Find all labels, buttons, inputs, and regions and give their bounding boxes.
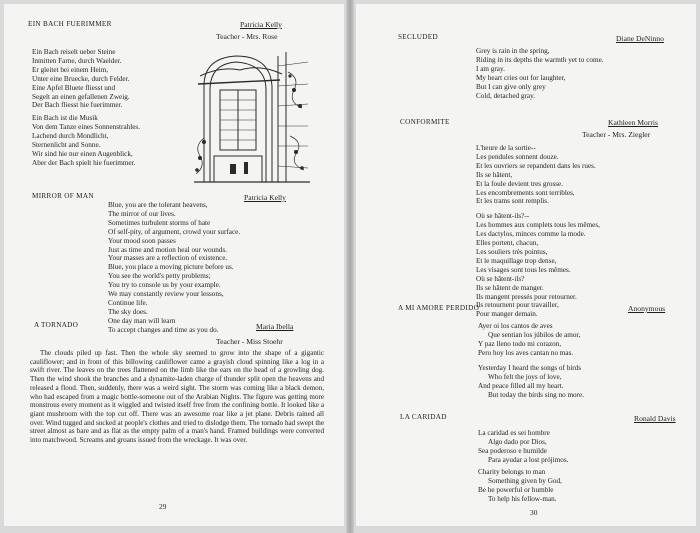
poem-line: Para ayudar a lost prójimos. [488,455,569,464]
bach-author: Patricia Kelly [240,20,282,29]
poem-line: Wir sind hie nur einen Augenblick, [32,149,133,158]
poem-line: Ein Bach reiselt ueber Steine [32,48,116,56]
poem-line: Où se hâtent-ils?-- [476,212,530,221]
poem-line: Les hommes aux complets tous les mêmes, [476,221,600,230]
poem-line: Les pendules sonnent douze. [476,152,559,161]
secluded-poem [476,47,604,100]
caridad-title: LA CARIDAD [400,413,447,421]
conformite-author: Kathleen Morris [608,118,658,127]
page-number: 30 [530,508,538,517]
poem-line: Les dactylos, minces comme la mode. [476,230,586,239]
amore-title: A MI AMORE PERDIDO [398,304,480,312]
poem-line: Où se hâtent-ils? [476,274,525,283]
poem-line: Charity belongs to man [478,468,546,476]
mirror-author: Patricia Kelly [244,193,286,202]
poem-line: Elles portent, chacun, [476,239,539,248]
poem-line: The mirror of our lives. [108,209,176,218]
poem-line: And peace filled all my heart. [478,381,564,390]
conformite-poem [476,144,600,319]
amore-spanish [478,322,580,358]
poem-line: Of self-pity, of argument, crowd your surface. [108,227,241,236]
poem-line: We may constantly review your lessons, [108,290,224,299]
poem-line: Les encombrements sont terribles, [476,188,575,197]
story-paragraph: The clouds piled up fast. Then the whole sky seemed to grow into the shape of a gigantic cauliflower; and in front of this billowing cauliflower came a grayish cloud spinning like a log in a swift river. The leaves on the trees flattened on the limb like the ears on the head of a growling dog. Then the wind shook the branches and a dynamite-laden charge of thunder split open the heavens and released a flood. Then, suddenly, there was a weird sight. The storm was coming like a black demon, who had escaped from a magic bottle-someone out of the Arabian Nights. The figure was getting more monstrous every moment as it wiggled and twisted itself free from the confining bottle. It looked like a giant mushroom with the top cut off. There was an awesome roar like a jet plane. Debris rained all over. Wind tugged and sucked at people's clothes and tried to dislodge them. The tornado had swept the street almost as bare and as flat as the empty palm of a man's hand. Framed buildings were converted into matchwood. Screams and groans issued from the wreckage. It was over. [30,349,324,445]
amore-author: Anonymous [628,304,666,313]
poem-line: Ils retournent pour travailler, [476,301,559,310]
caridad-spanish [478,429,568,465]
bach-teacher: Teacher - Mrs. Rose [216,32,278,41]
poem-line: Pour manger demain. [476,310,538,319]
conformite-teacher: Teacher - Mrs. Ziegler [582,130,651,139]
poem-line: Von dem Tanze eines Sonnenstrahles. [32,122,141,131]
bach-stanza-1 [32,48,130,110]
poem-line: Just as time and motion heal our wounds. [108,245,227,254]
caridad-author: Ronald Davis [634,414,676,423]
poem-line: Cold, detached gray. [476,91,536,100]
poem-line: Lachend durch Mondlicht, [32,131,109,140]
secluded-author: Diane DeNinno [616,34,664,43]
poem-line: To accept changes and time as you do. [108,325,219,334]
poem-line: You see the world's petty problems; [108,272,211,281]
poem-line: Segelt an einen gefallenen Zweig. [32,92,130,101]
poem-line: Inmitten Farne, durch Waelder. [32,56,122,65]
poem-line: My heart cries out for laughter, [476,73,566,82]
bach-title: EIN BACH FUERIMMER [28,20,112,28]
bach-stanza-2 [32,114,140,167]
poem-line: Pero hoy los aves cantan no mas. [478,348,574,357]
poem-line: Continue life. [108,298,148,307]
tornado-story [30,349,324,445]
poem-line: Et les trams sont remplis. [476,197,549,206]
conformite-title: CONFORMITE [400,118,450,126]
page-29 [4,4,344,526]
poem-line: Er gleitet bei einem Heim, [32,65,109,74]
poem-line: Et le maquillage trop dense, [476,256,557,265]
poem-line: Be he powerful or humble [478,485,554,494]
poem-line: Les visages sont tous les mêmes. [476,265,571,274]
poem-line: Grey is rain in the spring, [476,47,550,55]
archway-drawing [190,46,314,186]
poem-line: You try to console us by your example. [108,281,221,290]
poem-line: Eine Apfel Bluete fliesst und [32,83,116,92]
poem-line: Blue, you are the tolerant heavens, [108,201,208,209]
poem-line: Aber der Bach spielt hie fuerimmer. [32,158,136,167]
poem-line: Ayer oi los cantos de aves [478,322,553,330]
poem-line: I am gray. [476,64,505,73]
caridad-english [478,468,562,504]
poem-line: Blue, you place a moving picture before us. [108,263,234,272]
tornado-author: Maria Ibella [256,322,294,331]
book-gutter [346,0,354,533]
poem-line: Algo dado por Dios, [488,437,547,446]
poem-line: The sky does. [108,307,148,316]
secluded-title: SECLUDED [398,33,438,41]
mirror-title: MIRROR OF MAN [32,192,94,200]
poem-line: Der Bach fliesst hie fuerimmer. [32,101,123,110]
poem-line: Les souliers très pointus, [476,247,548,256]
poem-line: Et la foule devient tres grosse. [476,179,564,188]
poem-line: Que sentian los júbilos de amor, [488,330,581,339]
page-number: 29 [159,502,167,511]
poem-line: Your mood soon passes [108,236,176,245]
tornado-title: A TORNADO [34,321,79,329]
poem-line: One day man will learn [108,316,176,325]
poem-line: Ils mangent pressés pour retourner. [476,292,577,301]
tornado-teacher: Teacher - Miss Stoehr [216,337,283,346]
poem-line: But today the birds sing no more. [488,390,585,399]
mirror-poem [108,201,240,335]
amore-english [478,364,584,400]
page-30 [356,4,696,526]
poem-line: Riding in its depths the warmth yet to come. [476,55,604,64]
poem-line: Ils se hâtent, [476,170,513,179]
poem-line: Sea poderoso e humilde [478,446,547,455]
poem-line: Yesterday I heard the songs of birds [478,364,582,372]
poem-line: Something given by God, [488,476,562,485]
poem-line: Who felt the joys of love, [488,372,562,381]
poem-line: L'heure de la sortie-- [476,144,536,152]
poem-line: Et les ouvriers se repandent dans les rues. [476,161,596,170]
poem-line: La caridad es sei hombre [478,429,550,437]
poem-line: Ils se hâtent de manger. [476,283,544,292]
poem-line: Ein Bach ist die Musik [32,114,98,122]
poem-line: Y paz lleno todo mi corazon, [478,339,562,348]
poem-line: But I can give only grey [476,82,546,91]
poem-line: Your masses are a reflection of existence. [108,254,228,263]
poem-line: Unter eine Bruecke, durch Felder. [32,74,130,83]
poem-line: Sternenlicht and Sonne. [32,140,101,149]
poem-line: To help his fellow-man. [488,494,557,503]
poem-line: Sometimes turbulent storms of hate [108,218,211,227]
